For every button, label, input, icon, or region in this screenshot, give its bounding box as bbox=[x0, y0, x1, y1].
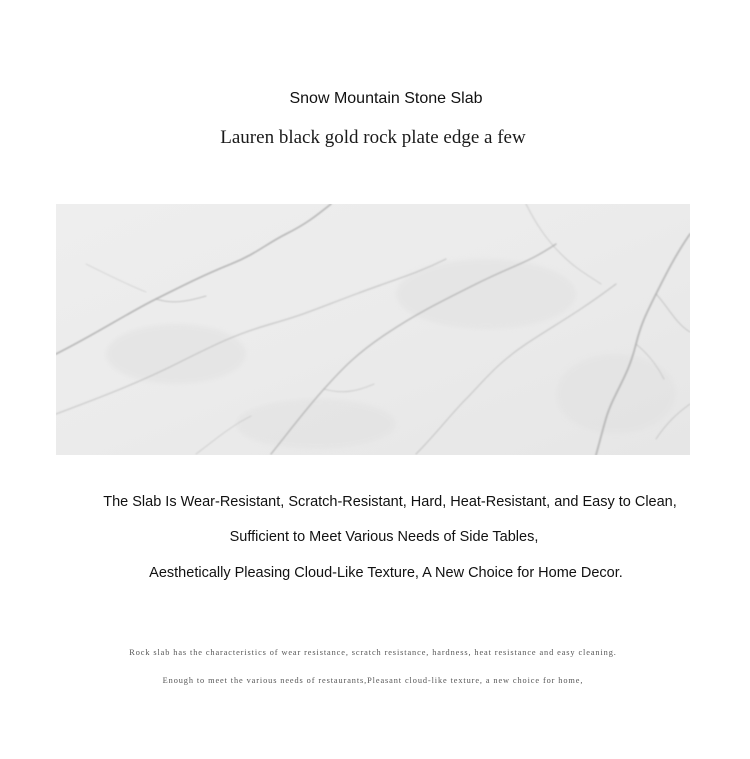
feature-line-durability: The Slab Is Wear-Resistant, Scratch-Resistant, Hard, Heat-Resistant, and Easy to Clean, bbox=[103, 494, 677, 510]
feature-line-texture: Aesthetically Pleasing Cloud-Like Texture, A New Choice for Home Decor. bbox=[149, 565, 623, 581]
product-subtitle: Lauren black gold rock plate edge a few bbox=[220, 127, 526, 148]
marble-slab-image bbox=[56, 204, 690, 455]
description-line-2: Enough to meet the various needs of restaurants,Pleasant cloud-like texture, a new choice for home, bbox=[162, 676, 584, 685]
product-title: Snow Mountain Stone Slab bbox=[289, 90, 483, 107]
description-line-1: Rock slab has the characteristics of wear resistance, scratch resistance, hardness, heat resistance and easy cleaning. bbox=[129, 648, 617, 657]
feature-line-side-tables: Sufficient to Meet Various Needs of Side Tables, bbox=[229, 529, 539, 545]
